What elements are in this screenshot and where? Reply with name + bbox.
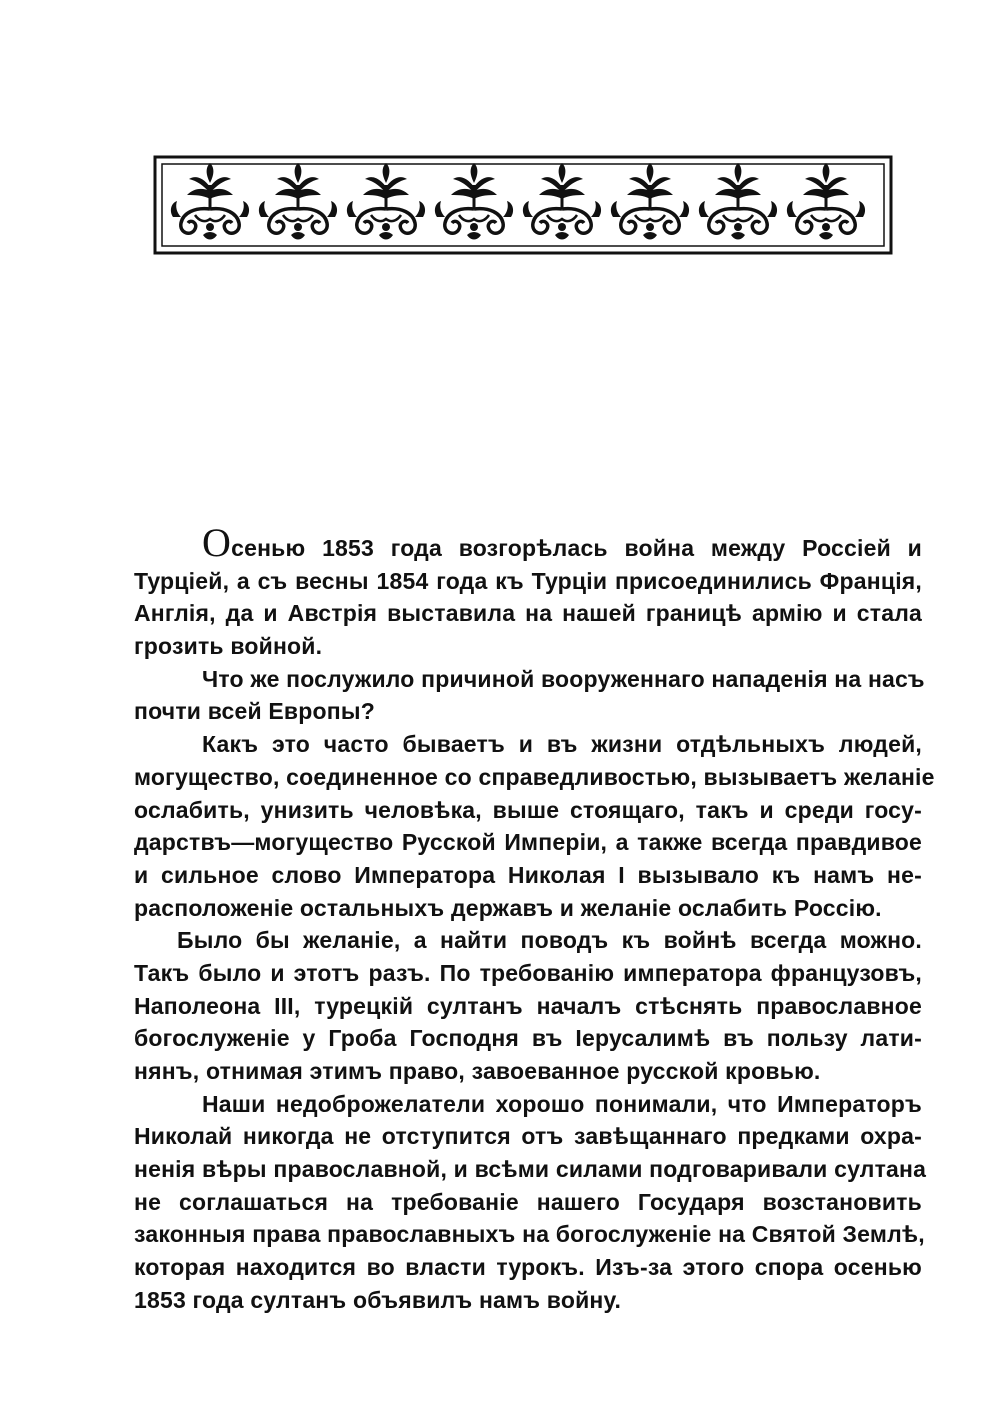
text-line: Наполеона III, турецкій султанъ началъ стѣснять православное <box>134 992 922 1019</box>
paragraph-1 <box>134 520 922 663</box>
text-line: ненія вѣры православной, и всѣми силами подговаривали султана <box>134 1156 927 1183</box>
text-line: могущество, соединенное со справедливостью, вызываетъ желаніе <box>134 763 935 790</box>
text-line: Что же послужило причиной вооруженнаго нападенія на насъ <box>202 665 925 692</box>
text-line: Такъ было и этотъ разъ. По требованію императора французовъ, <box>134 959 922 986</box>
text-line: грозить войной. <box>134 633 323 660</box>
text-line: Англія, да и Австрія выставила на нашей границѣ армію и стала <box>134 600 922 627</box>
text-line: Какъ это часто бываетъ и въ жизни отдѣльныхъ людей, <box>202 731 922 758</box>
floral-ornament-icon <box>153 155 893 255</box>
text-line: которая находится во власти турокъ. Изъ-за этого спора осенью <box>134 1254 922 1281</box>
document-body <box>134 520 935 1317</box>
text-line: расположеніе остальныхъ державъ и желаніе ослабить Россію. <box>134 894 882 921</box>
text-line: Было бы желаніе, а найти поводъ къ войнѣ всегда можно. <box>177 927 922 954</box>
paragraph-4 <box>134 924 922 1087</box>
text-line: законныя права православныхъ на богослуженіе на Святой Землѣ, <box>134 1221 925 1248</box>
drop-cap: О <box>202 520 232 565</box>
text-line: Турціей, а съ весны 1854 года къ Турціи присоединились Франція, <box>134 567 922 594</box>
text-line: богослуженіе у Гроба Господня въ Іерусалимѣ въ пользу лати- <box>134 1025 922 1052</box>
text-line: почти всей Европы? <box>134 698 375 725</box>
text-line: Наши недоброжелатели хорошо понимали, что Императоръ <box>202 1090 922 1117</box>
text-line: нянъ, отнимая этимъ право, завоеванное русской кровью. <box>134 1058 821 1084</box>
text-line: Осенью 1853 года возгорѣлась война между Россіей и <box>202 520 922 565</box>
text-line: ослабить, унизить человѣка, выше стоящаго, такъ и среди госу- <box>134 796 922 823</box>
text-line: дарствъ—могущество Русской Имперіи, а также всегда правдивое <box>134 829 922 856</box>
paragraph-2 <box>134 663 925 728</box>
text-line: и сильное слово Императора Николая I вызывало къ намъ не- <box>134 861 922 888</box>
paragraph-3 <box>134 728 935 924</box>
text-line: не соглашаться на требованіе нашего Государя возстановить <box>134 1188 922 1215</box>
text-line: 1853 года султанъ объявилъ намъ войну. <box>134 1286 622 1313</box>
text-line: Николай никогда не отступится отъ завѣщаннаго предками охра- <box>134 1123 922 1150</box>
ornamental-headpiece <box>153 155 893 255</box>
paragraph-5 <box>134 1088 927 1317</box>
